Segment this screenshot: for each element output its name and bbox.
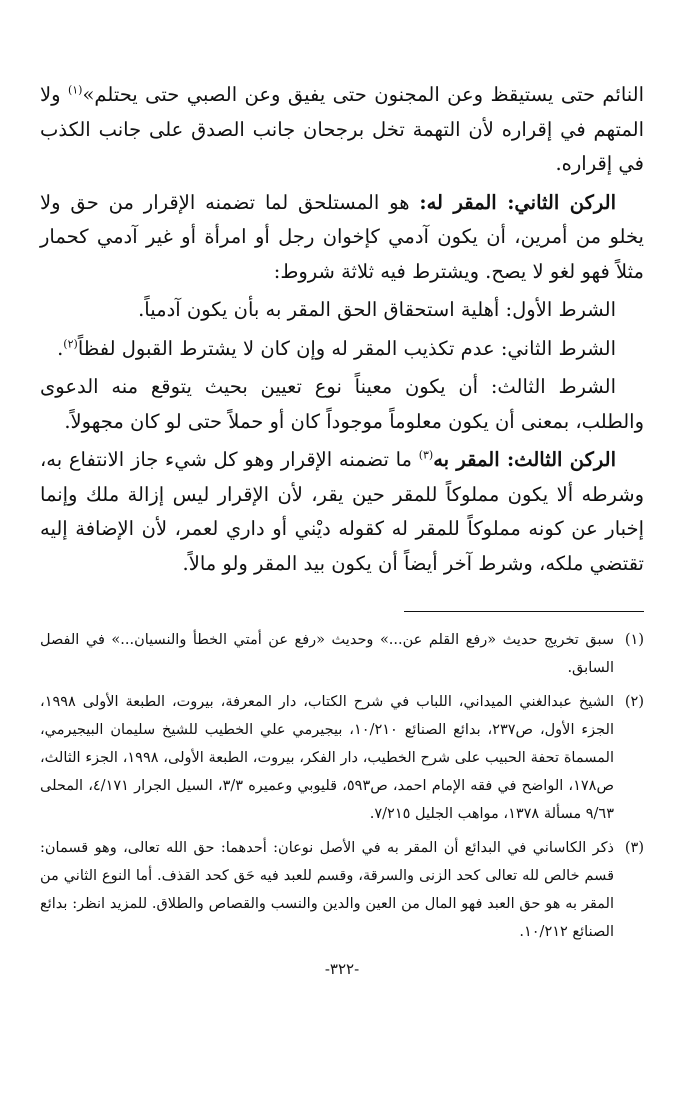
paragraph-2 — [40, 186, 644, 290]
paragraph-1-rest: ولا المتهم في إقراره لأن التهمة تخل برجحان جانب الصدق على جانب الكذب في إقراره. — [40, 83, 644, 175]
paragraph-3-text: الشرط الأول: أهلية استحقاق الحق المقر به بأن يكون آدمياً. — [138, 298, 616, 321]
footnote-number: (٢) — [624, 694, 644, 710]
footnotes — [40, 626, 644, 946]
footnote-1 — [40, 626, 644, 682]
footnote-text: سبق تخريج حديث «رفع القلم عن...» وحديث «رفع عن أمتي الخطأ والنسيان...» في الفصل السابق. — [40, 632, 614, 676]
footnote-number: (١) — [624, 632, 644, 648]
paragraph-1-text: النائم حتى يستيقظ وعن المجنون حتى يفيق وعن الصبي حتى يحتلم» — [82, 83, 644, 106]
footnote-2 — [40, 688, 644, 828]
document-page — [40, 78, 644, 978]
page-number: -٣٢٢- — [324, 960, 360, 978]
paragraph-5 — [40, 370, 644, 439]
paragraph-4 — [40, 332, 644, 367]
footnote-3 — [40, 834, 644, 946]
paragraph-4-end: . — [57, 336, 64, 360]
paragraph-6 — [40, 443, 644, 581]
paragraph-6-text: ما تضمنه الإقرار وهو كل شيء جاز الانتفاع به، وشرطه ألا يكون مملوكاً للمقر حين يقر، لأن الإقرار ليس إزالة ملك وإنما إخبار عن كونه مملوكاً للمقر له كقوله ديْني أو داري لعمر، لأن الإضافة إليه تقتضي ملكه، وشرط آخر أيضاً أن يكون بيد المقر ولو مالاً. — [40, 448, 644, 575]
paragraph-5-text: الشرط الثالث: أن يكون معيناً نوع تعيين بحيث يتوقع منه الدعوى والطلب، بمعنى أن يكون معلوماً موجوداً كان أو حملاً حتى لو كان مجهولاً. — [40, 375, 644, 433]
paragraph-3 — [40, 293, 644, 328]
paragraph-4-text: الشرط الثاني: عدم تكذيب المقر له وإن كان لا يشترط القبول لفظاً — [77, 336, 616, 360]
main-text — [40, 78, 644, 581]
paragraph-2-text: هو المستلحق لما تضمنه الإقرار من حق ولا يخلو من أمرين، أن يكون آدمي كإخوان رجل أو امرأة أو غير آدمي كحمار مثلاً فهو لغو لا يصح. ويشترط فيه ثلاثة شروط: — [40, 190, 644, 283]
section-heading-second-pillar: الركن الثاني: المقر له: — [419, 190, 616, 214]
footnote-ref-2: (٢) — [63, 337, 78, 350]
footnote-text: الشيخ عبدالغني الميداني، اللباب في شرح الكتاب، دار المعرفة، بيروت، الطبعة الأولى ١٩٩٨، الجزء الأول، ص٢٣٧، بدائع الصنائع ١٠/٢١٠، بيجيرمي علي الخطيب للشيخ سليمان البيجيرمي، المسماة تحفة الحبيب على شرح الخطيب، دار الفكر، بيروت، الطبعة الأولى، ١٩٩٨، الجزء الثالث، ص١٧٨، الواضح في فقه الإمام احمد، ص٥٩٣، قليوبي وعميره ٣/٣، السيل الجرار ٤/١٧١، المحلى ٩/٦٣ مسألة ١٣٧٨، مواهب الجليل ٧/٢١٥. — [40, 694, 614, 822]
footnote-ref-1: (١) — [67, 83, 83, 97]
footnote-number: (٣) — [624, 840, 644, 856]
section-heading-third-pillar: الركن الثالث: المقر به — [433, 448, 616, 471]
footnote-text: ذكر الكاساني في البدائع أن المقر به في الأصل نوعان: أحدهما: حق الله تعالى، وهو قسمان: قسم خالص لله تعالى كحد الزنى والسرقة، وقسم للعبد فيه حَق كحد القذف. أما النوع الثاني من المقر به هو حق العبد فهو المال من العين والدين والنسب والقصاص والطلاق. للمزيد انظر: بدائع الصنائع ١٠/٢١٢. — [40, 840, 614, 940]
paragraph-1 — [40, 78, 644, 182]
footnote-divider — [404, 611, 644, 612]
footnote-ref-3: (٣) — [418, 448, 434, 462]
